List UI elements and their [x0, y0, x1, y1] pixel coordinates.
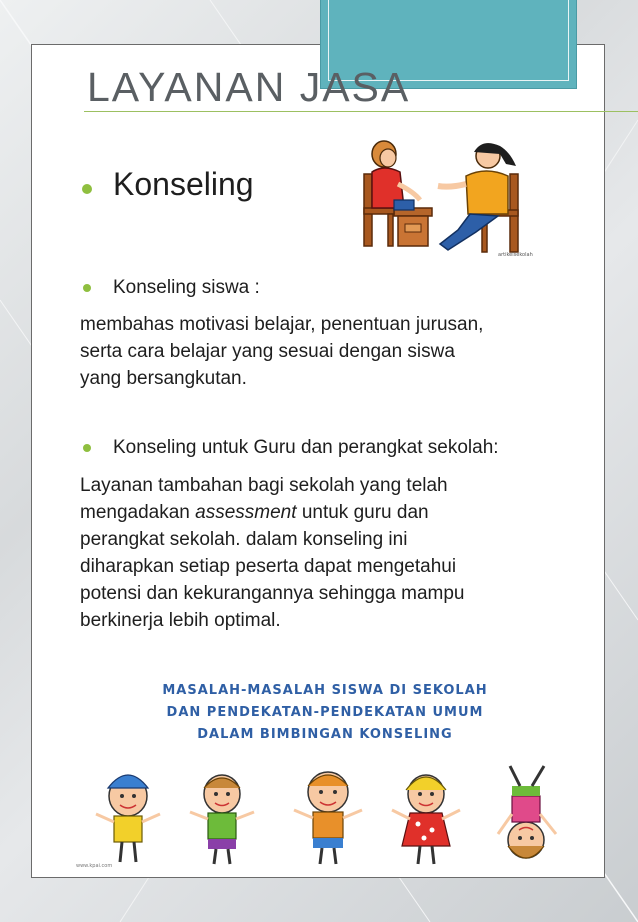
- section-heading: Konseling: [113, 166, 254, 202]
- counseling-illustration: [358, 134, 536, 258]
- item-2-line: diharapkan setiap peserta dapat mengetahui: [80, 556, 457, 577]
- item-2-bullet-icon: [83, 444, 91, 452]
- item-1-bullet-icon: [83, 284, 91, 292]
- title-underline: [84, 111, 638, 112]
- slide-title: LAYANAN JASA: [87, 64, 411, 110]
- item-1-description: [80, 311, 483, 392]
- heading-bullet-icon: [82, 184, 92, 194]
- item-2-line: berkinerja lebih optimal.: [80, 610, 281, 631]
- item-2-italic-term: assessment: [195, 502, 297, 523]
- item-2-line-prefix: mengadakan: [80, 502, 196, 523]
- item-1-line: yang bersangkutan.: [80, 368, 247, 389]
- item-2-description: [80, 472, 465, 634]
- item-2-line: perangkat sekolah. dalam konseling ini: [80, 529, 408, 550]
- students-banner: [70, 664, 580, 872]
- banner-line-2: DAN PENDEKATAN-PENDEKATAN UMUM: [166, 705, 484, 720]
- item-1-line: membahas motivasi belajar, penentuan jurusan,: [80, 314, 484, 335]
- item-2-line: potensi dan kekurangannya sehingga mampu: [80, 583, 465, 604]
- banner-watermark: www.kpai.com: [76, 863, 113, 869]
- illustration-caption: artikelsekolah: [498, 252, 533, 258]
- item-2-line: [80, 499, 465, 526]
- banner-line-1: MASALAH-MASALAH SISWA DI SEKOLAH: [162, 683, 488, 698]
- item-1-title: Konseling siswa :: [113, 277, 260, 298]
- item-2-title: Konseling untuk Guru dan perangkat sekolah:: [113, 437, 499, 458]
- banner-line-3: DALAM BIMBINGAN KONSELING: [197, 727, 453, 742]
- item-2-line: Layanan tambahan bagi sekolah yang telah: [80, 475, 448, 496]
- item-2-line-suffix: untuk guru dan: [301, 502, 429, 523]
- item-1-line: serta cara belajar yang sesuai dengan siswa: [80, 341, 455, 362]
